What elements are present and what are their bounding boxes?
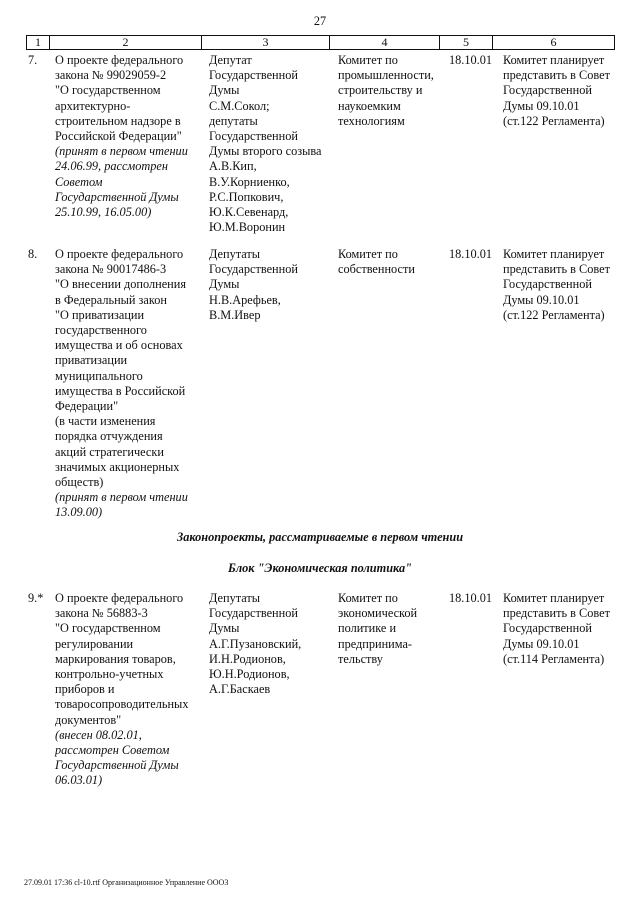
bill-title-line: 06.03.01)	[55, 773, 103, 788]
bill-title-line: (принят в первом чтении	[55, 490, 188, 505]
bill-authors-cell	[209, 53, 321, 235]
bill-title-line: "О государственном	[55, 621, 161, 636]
bill-title-line: Советом	[55, 174, 103, 189]
note-line: представить в Совет	[503, 262, 610, 277]
note-line: Думы 09.10.01	[503, 98, 580, 113]
column-number-2: 2	[50, 36, 202, 50]
bill-title-line: рассмотрен Советом	[55, 743, 170, 758]
author-line: А.Г.Пузановский,	[209, 636, 302, 651]
bill-title-cell	[55, 591, 188, 789]
column-number-header	[26, 35, 615, 50]
note-cell	[503, 591, 610, 667]
section-title-first-reading: Законопроекты, рассматриваемые в первом чтении	[176, 530, 464, 544]
bill-title-line: О проекте федерального	[55, 591, 184, 605]
committee-line: Комитет по	[338, 53, 398, 67]
bill-title-line: О проекте федерального	[55, 53, 184, 67]
author-line: В.У.Корниенко,	[209, 174, 290, 189]
bill-title-line: закона № 99029059-2	[55, 68, 167, 83]
bill-title-line: закона № 90017486-3	[55, 262, 167, 277]
column-number-5: 5	[440, 36, 493, 50]
author-line: И.Н.Родионов,	[209, 651, 286, 666]
entry-number: 9.*	[28, 591, 44, 605]
bill-title-line: 13.09.00)	[55, 505, 103, 520]
bill-title-line: "О приватизации	[55, 307, 145, 322]
date-cell: 18.10.01	[449, 53, 493, 67]
bill-title-line: имущества в Российской	[55, 383, 186, 398]
note-line: представить в Совет	[503, 606, 610, 621]
note-line: Государственной	[503, 621, 592, 636]
committee-line: промышленности,	[338, 68, 434, 83]
bill-title-line: "О внесении дополнения	[55, 277, 186, 292]
bill-title-line: регулировании	[55, 636, 134, 651]
bill-title-line: архитектурно-	[55, 98, 131, 113]
bill-title-line: Государственной Думы	[55, 758, 179, 773]
author-line: Н.В.Арефьев,	[209, 292, 281, 307]
author-line: Государственной	[209, 68, 298, 83]
author-line: Государственной	[209, 129, 298, 144]
bill-title-line: муниципального	[55, 368, 143, 383]
committee-cell	[338, 53, 434, 129]
author-line: С.М.Сокол;	[209, 98, 270, 113]
bill-title-line: Федерации"	[55, 399, 119, 414]
bill-title-line: товаросопроводительных	[55, 697, 189, 712]
note-line: Думы 09.10.01	[503, 636, 580, 651]
bill-title-line: документов"	[55, 712, 122, 727]
committee-line: экономической	[338, 606, 418, 621]
bill-title-line: (в части изменения	[55, 414, 156, 429]
bill-title-line: акций стратегически	[55, 444, 164, 459]
bill-title-line: 24.06.99, рассмотрен	[55, 159, 168, 174]
committee-cell	[338, 591, 417, 667]
note-cell	[503, 53, 610, 129]
committee-line: политике и	[338, 621, 397, 636]
note-cell	[503, 247, 610, 323]
author-line: Думы	[209, 83, 240, 98]
note-line: Комитет планирует	[503, 591, 605, 605]
bill-title-line: порядка отчуждения	[55, 429, 163, 444]
date-cell: 18.10.01	[449, 591, 493, 605]
note-line: Государственной	[503, 83, 592, 98]
author-line: Депутат	[209, 53, 252, 67]
bill-title-line: "О государственном	[55, 83, 161, 98]
author-line: депутаты	[209, 113, 258, 128]
column-number-6: 6	[493, 36, 615, 50]
bill-title-line: (внесен 08.02.01,	[55, 727, 142, 742]
author-line: Государственной	[209, 606, 298, 621]
author-line: Думы	[209, 277, 240, 292]
bill-title-line: имущества и об основах	[55, 338, 183, 353]
author-line: Р.С.Попкович,	[209, 189, 284, 204]
note-line: (ст.114 Регламента)	[503, 651, 605, 666]
page-number: 27	[313, 14, 327, 28]
committee-line: предпринима-	[338, 636, 413, 651]
bill-title-line: в Федеральный закон	[55, 292, 167, 307]
bill-title-line: приборов и	[55, 682, 115, 697]
bill-title-line: маркирования товаров,	[55, 651, 176, 666]
bill-title-line: строительном надзоре в	[55, 113, 181, 128]
column-number-1: 1	[27, 36, 50, 50]
author-line: Ю.М.Воронин	[209, 220, 286, 235]
entry-number: 8.	[28, 247, 38, 261]
note-line: представить в Совет	[503, 68, 610, 83]
bill-title-line: значимых акционерных	[55, 459, 180, 474]
block-title-economic-policy: Блок "Экономическая политика"	[228, 561, 412, 575]
note-line: (ст.122 Регламента)	[503, 113, 605, 128]
bill-authors-cell	[209, 591, 301, 697]
author-line: А.В.Кип,	[209, 159, 257, 174]
column-number-3: 3	[202, 36, 330, 50]
bill-title-line: обществ)	[55, 475, 104, 490]
note-line: (ст.122 Регламента)	[503, 307, 605, 322]
bill-title-line: контрольно-учетных	[55, 667, 164, 682]
author-line: Депутаты	[209, 591, 261, 605]
note-line: Думы 09.10.01	[503, 292, 580, 307]
author-line: А.Г.Баскаев	[209, 682, 271, 697]
bill-title-line: приватизации	[55, 353, 128, 368]
author-line: Ю.К.Севенард,	[209, 205, 289, 220]
committee-cell	[338, 247, 415, 277]
note-line: Государственной	[503, 277, 592, 292]
author-line: Депутаты	[209, 247, 261, 261]
committee-line: Комитет по	[338, 591, 398, 605]
bill-title-cell	[55, 247, 188, 521]
author-line: Думы второго созыва	[209, 144, 322, 159]
bill-title-line: закона № 56883-3	[55, 606, 148, 621]
column-number-4: 4	[330, 36, 440, 50]
bill-title-line: (принят в первом чтении	[55, 144, 188, 159]
note-line: Комитет планирует	[503, 247, 605, 261]
bill-authors-cell	[209, 247, 298, 323]
author-line: В.М.Ивер	[209, 307, 261, 322]
bill-title-cell	[55, 53, 188, 220]
note-line: Комитет планирует	[503, 53, 605, 67]
committee-line: Комитет по	[338, 247, 398, 261]
bill-title-line: 25.10.99, 16.05.00)	[55, 205, 152, 220]
committee-line: тельству	[338, 651, 383, 666]
committee-line: технологиям	[338, 113, 405, 128]
author-line: Государственной	[209, 262, 298, 277]
committee-line: наукоемким	[338, 98, 401, 113]
author-line: Ю.Н.Родионов,	[209, 667, 290, 682]
committee-line: собственности	[338, 262, 415, 277]
bill-title-line: Государственной Думы	[55, 189, 179, 204]
bill-title-line: О проекте федерального	[55, 247, 184, 261]
date-cell: 18.10.01	[449, 247, 493, 261]
bill-title-line: государственного	[55, 323, 147, 338]
document-footer: 27.09.01 17:36 cl-10.rtf Организационное Управление ООО3	[24, 878, 229, 887]
author-line: Думы	[209, 621, 240, 636]
entry-number: 7.	[28, 53, 38, 67]
bill-title-line: Российской Федерации"	[55, 129, 182, 144]
committee-line: строительству и	[338, 83, 423, 98]
